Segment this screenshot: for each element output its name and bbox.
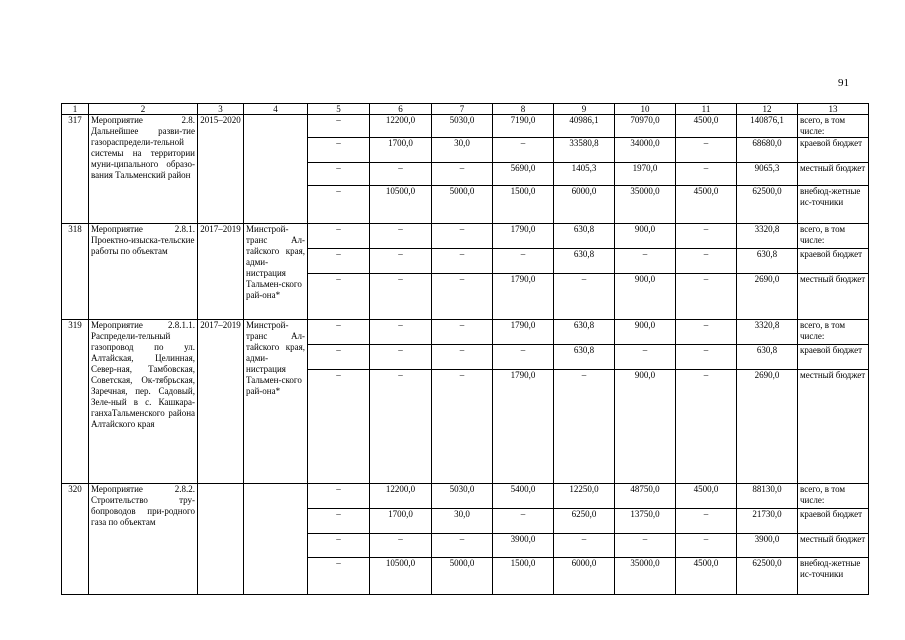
amount-cell: 1790,0 <box>493 370 554 484</box>
implementation-period: 2015–2020 <box>198 115 244 224</box>
amount-cell: 5690,0 <box>493 163 554 186</box>
amount-cell: 30,0 <box>432 138 493 163</box>
amount-cell: 630,8 <box>554 249 615 274</box>
amount-cell: – <box>615 249 676 274</box>
measure-name: Мероприятие 2.8.2. Строительство тру-бопроводов при-родного газа по объектам <box>89 484 198 595</box>
amount-cell: 4500,0 <box>676 186 737 224</box>
funding-source: местный бюджет <box>798 370 869 484</box>
row-number: 317 <box>62 115 89 224</box>
executor: Минстрой-транс Ал-тайского края, адми-нистрация Тальмен-ского рай-она* <box>244 224 308 320</box>
amount-cell: 12200,0 <box>370 484 432 509</box>
implementation-period: 2017–2019 <box>198 320 244 484</box>
amount-cell: 35000,0 <box>615 186 676 224</box>
amount-cell: – <box>308 345 370 370</box>
amount-cell: 70970,0 <box>615 115 676 138</box>
amount-cell: – <box>493 249 554 274</box>
amount-cell: 6250,0 <box>554 509 615 534</box>
implementation-period <box>198 484 244 595</box>
amount-cell: 5030,0 <box>432 115 493 138</box>
amount-cell: 1790,0 <box>493 320 554 345</box>
amount-cell: 7190,0 <box>493 115 554 138</box>
column-header: 13 <box>798 104 869 115</box>
executor <box>244 115 308 224</box>
executor: Минстрой-транс Ал-тайского края, адми-нистрация Тальмен-ского рай-она* <box>244 320 308 484</box>
amount-cell: – <box>308 163 370 186</box>
column-header: 11 <box>676 104 737 115</box>
column-header: 7 <box>432 104 493 115</box>
amount-cell: 3320,8 <box>737 224 798 249</box>
row-number: 320 <box>62 484 89 595</box>
amount-cell: – <box>308 249 370 274</box>
amount-cell: 630,8 <box>554 224 615 249</box>
amount-cell: 5000,0 <box>432 186 493 224</box>
measure-name: Мероприятие 2.8.1.1. Распредели-тельный газопровод по ул. Алтайская, Целинная, Север-ная, Тамбовская, Советская, Ок-тябрьская, Заречная, пер. Садовый, Зеле-ный в с. Кашкара-ганхаТальменского района Алтайского края <box>89 320 198 484</box>
amount-cell: 12250,0 <box>554 484 615 509</box>
table-row <box>62 224 869 249</box>
amount-cell: 3320,8 <box>737 320 798 345</box>
amount-cell: 900,0 <box>615 320 676 345</box>
amount-cell: 40986,1 <box>554 115 615 138</box>
amount-cell: 1405,3 <box>554 163 615 186</box>
amount-cell: 21730,0 <box>737 509 798 534</box>
amount-cell: – <box>676 320 737 345</box>
funding-source: местный бюджет <box>798 534 869 558</box>
column-header: 12 <box>737 104 798 115</box>
amount-cell: 630,8 <box>554 320 615 345</box>
table-row <box>62 320 869 345</box>
amount-cell: 9065,3 <box>737 163 798 186</box>
amount-cell: 1790,0 <box>493 224 554 249</box>
funding-source: краевой бюджет <box>798 509 869 534</box>
amount-cell: 3900,0 <box>493 534 554 558</box>
measure-name: Мероприятие 2.8. Дальнейшее разви-тие газораспредели-тельной системы на территории муни-ципального образо-вания Тальменский район <box>89 115 198 224</box>
funding-source: всего, в том числе: <box>798 484 869 509</box>
amount-cell: 48750,0 <box>615 484 676 509</box>
amount-cell: – <box>370 249 432 274</box>
amount-cell: 900,0 <box>615 274 676 320</box>
amount-cell: – <box>676 345 737 370</box>
amount-cell: – <box>676 274 737 320</box>
amount-cell: – <box>432 249 493 274</box>
amount-cell: 4500,0 <box>676 484 737 509</box>
amount-cell: 68680,0 <box>737 138 798 163</box>
amount-cell: 33580,8 <box>554 138 615 163</box>
amount-cell: 1500,0 <box>493 558 554 595</box>
amount-cell: 13750,0 <box>615 509 676 534</box>
column-header: 10 <box>615 104 676 115</box>
amount-cell: 4500,0 <box>676 115 737 138</box>
row-number: 319 <box>62 320 89 484</box>
amount-cell: – <box>493 138 554 163</box>
funding-source: краевой бюджет <box>798 345 869 370</box>
budget-table <box>61 103 869 595</box>
amount-cell: 3900,0 <box>737 534 798 558</box>
amount-cell: – <box>432 163 493 186</box>
amount-cell: – <box>308 534 370 558</box>
amount-cell: 34000,0 <box>615 138 676 163</box>
funding-source: всего, в том числе: <box>798 320 869 345</box>
amount-cell: – <box>308 138 370 163</box>
amount-cell: – <box>370 370 432 484</box>
amount-cell: 140876,1 <box>737 115 798 138</box>
amount-cell: – <box>615 534 676 558</box>
amount-cell: – <box>370 534 432 558</box>
funding-source: всего, в том числе: <box>798 224 869 249</box>
amount-cell: 10500,0 <box>370 558 432 595</box>
amount-cell: – <box>308 115 370 138</box>
executor <box>244 484 308 595</box>
amount-cell: 5400,0 <box>493 484 554 509</box>
amount-cell: 630,8 <box>737 345 798 370</box>
measure-name: Мероприятие 2.8.1. Проектно-изыска-тельские работы по объектам <box>89 224 198 320</box>
amount-cell: – <box>676 534 737 558</box>
column-header: 6 <box>370 104 432 115</box>
amount-cell: – <box>676 509 737 534</box>
amount-cell: – <box>615 345 676 370</box>
column-header: 5 <box>308 104 370 115</box>
amount-cell: 1700,0 <box>370 138 432 163</box>
row-number: 318 <box>62 224 89 320</box>
amount-cell: 2690,0 <box>737 370 798 484</box>
amount-cell: 1500,0 <box>493 186 554 224</box>
column-header: 8 <box>493 104 554 115</box>
amount-cell: 900,0 <box>615 370 676 484</box>
amount-cell: 62500,0 <box>737 558 798 595</box>
amount-cell: – <box>308 320 370 345</box>
column-header: 2 <box>89 104 198 115</box>
funding-source: всего, в том числе: <box>798 115 869 138</box>
amount-cell: 30,0 <box>432 509 493 534</box>
amount-cell: 62500,0 <box>737 186 798 224</box>
amount-cell: 6000,0 <box>554 186 615 224</box>
amount-cell: – <box>370 320 432 345</box>
amount-cell: 1700,0 <box>370 509 432 534</box>
amount-cell: 4500,0 <box>676 558 737 595</box>
amount-cell: – <box>308 558 370 595</box>
column-header: 9 <box>554 104 615 115</box>
column-header: 1 <box>62 104 89 115</box>
amount-cell: – <box>554 534 615 558</box>
amount-cell: – <box>432 534 493 558</box>
funding-source: местный бюджет <box>798 274 869 320</box>
amount-cell: – <box>554 370 615 484</box>
amount-cell: 35000,0 <box>615 558 676 595</box>
amount-cell: – <box>370 345 432 370</box>
amount-cell: 12200,0 <box>370 115 432 138</box>
amount-cell: – <box>370 224 432 249</box>
amount-cell: – <box>676 163 737 186</box>
amount-cell: – <box>370 274 432 320</box>
table-row <box>62 115 869 138</box>
amount-cell: – <box>676 138 737 163</box>
amount-cell: 10500,0 <box>370 186 432 224</box>
amount-cell: – <box>432 345 493 370</box>
header-row <box>62 104 869 115</box>
amount-cell: – <box>676 370 737 484</box>
column-header: 3 <box>198 104 244 115</box>
amount-cell: 5030,0 <box>432 484 493 509</box>
amount-cell: – <box>493 509 554 534</box>
amount-cell: 1790,0 <box>493 274 554 320</box>
funding-source: внебюд-жетные ис-точники <box>798 186 869 224</box>
implementation-period: 2017–2019 <box>198 224 244 320</box>
amount-cell: 630,8 <box>737 249 798 274</box>
amount-cell: – <box>432 274 493 320</box>
amount-cell: 6000,0 <box>554 558 615 595</box>
amount-cell: – <box>676 224 737 249</box>
amount-cell: – <box>308 509 370 534</box>
amount-cell: – <box>370 163 432 186</box>
page-number: 91 <box>838 77 849 89</box>
funding-source: краевой бюджет <box>798 249 869 274</box>
amount-cell: – <box>308 370 370 484</box>
amount-cell: – <box>432 224 493 249</box>
funding-source: краевой бюджет <box>798 138 869 163</box>
amount-cell: – <box>308 274 370 320</box>
amount-cell: – <box>432 320 493 345</box>
amount-cell: – <box>308 484 370 509</box>
amount-cell: – <box>554 274 615 320</box>
amount-cell: – <box>308 224 370 249</box>
amount-cell: 630,8 <box>554 345 615 370</box>
amount-cell: – <box>308 186 370 224</box>
amount-cell: 1970,0 <box>615 163 676 186</box>
amount-cell: – <box>432 370 493 484</box>
amount-cell: 5000,0 <box>432 558 493 595</box>
amount-cell: – <box>493 345 554 370</box>
funding-source: местный бюджет <box>798 163 869 186</box>
amount-cell: 2690,0 <box>737 274 798 320</box>
column-header: 4 <box>244 104 308 115</box>
amount-cell: – <box>676 249 737 274</box>
amount-cell: 88130,0 <box>737 484 798 509</box>
table-row <box>62 484 869 509</box>
amount-cell: 900,0 <box>615 224 676 249</box>
funding-source: внебюд-жетные ис-точники <box>798 558 869 595</box>
